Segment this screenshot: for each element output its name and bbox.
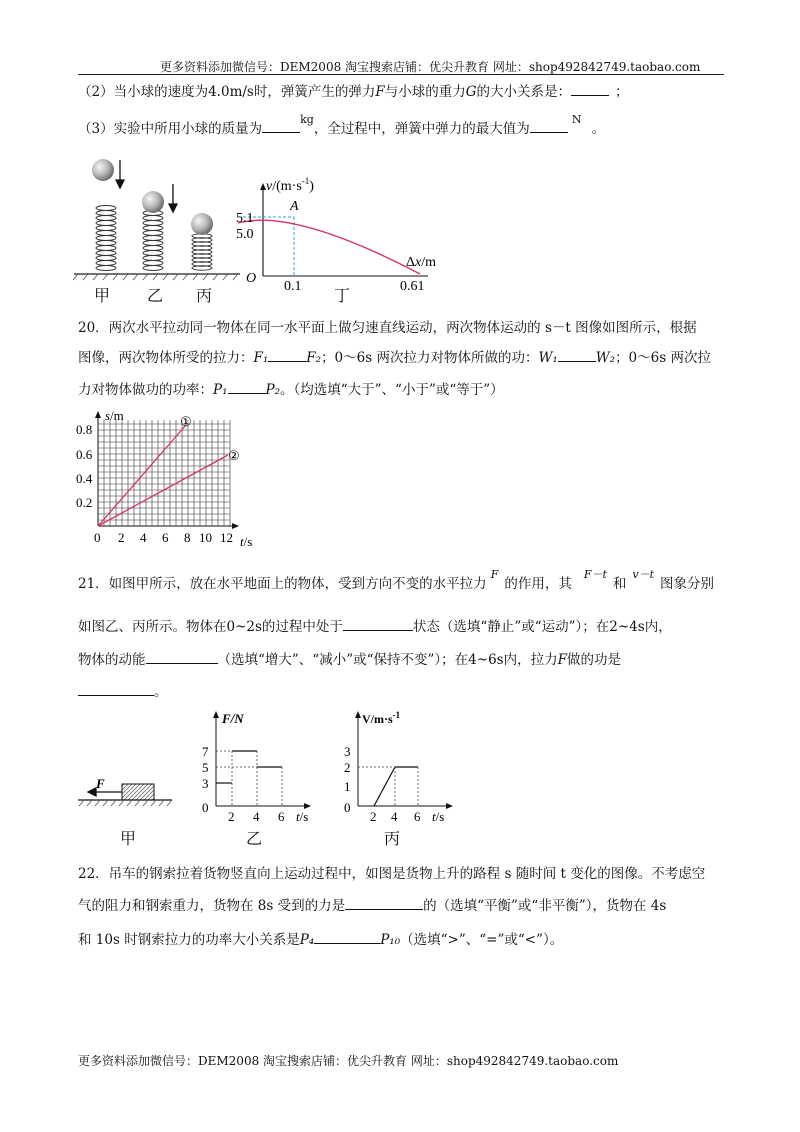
header-rule (78, 74, 724, 75)
fig-label-jia: 甲 (94, 286, 111, 305)
spring-bing (192, 234, 212, 270)
ball-jia (92, 159, 114, 181)
graph-y-label: $v/(m\cdot s^{-1})$ (266, 176, 314, 194)
fig-label-bing: 丙 (196, 286, 213, 305)
graph-y-label: s/m (105, 408, 124, 423)
xtick-label: 6 (278, 809, 285, 824)
answer-blank-state[interactable] (343, 617, 413, 631)
answer-blank-f[interactable] (268, 348, 306, 362)
ytick-label: 0 (202, 800, 209, 815)
answer-blank-w[interactable] (558, 348, 596, 362)
answer-blank-power[interactable] (314, 930, 380, 944)
velocity-curve (238, 220, 420, 274)
ball-bing (191, 213, 213, 235)
xtick-label: 4 (140, 530, 147, 545)
series-1-label: ① (180, 414, 192, 429)
xtick-label: 2 (228, 809, 235, 824)
ytick-label: 5.0 (236, 227, 254, 242)
xtick-label: 6 (162, 530, 169, 545)
q21-vt-graph (338, 708, 468, 828)
origin-label: O (246, 271, 257, 286)
q22-line1: 22．吊车的钢索拉着货物竖直向上运动过程中，如图是货物上升的路程 s 随时间 t 变化的图像。不考虑空 (78, 866, 706, 882)
q20-st-graph (74, 408, 274, 553)
graph-x-label: t/s (432, 809, 445, 824)
q21-block-figure (70, 770, 180, 830)
page-header: 更多资料添加微信号：DEM2008 淘宝搜索店铺：优尖升教育 网址：shop492842749.taobao.com (160, 60, 701, 74)
series-1-line (98, 425, 186, 526)
xtick-label: 4 (253, 809, 260, 824)
xtick-label: 4 (391, 809, 398, 824)
arrow-down-icon (169, 184, 177, 212)
q19-part3: （3）实验中所用小球的质量为$^{kg}$，全过程中，弹簧中弹力的最大值为$^N$。 (78, 113, 605, 137)
q21-fig-label-jia: 甲 (120, 829, 137, 848)
q19-figure (70, 150, 490, 300)
force-label: F (96, 776, 105, 791)
ytick-label: 5.1 (236, 211, 254, 226)
fig-label-yi: 乙 (147, 286, 164, 305)
answer-blank[interactable] (571, 82, 609, 96)
force-arrow-icon (88, 788, 122, 796)
page-footer: 更多资料添加微信号：DEM2008 淘宝搜索店铺：优尖升教育 网址：shop492842749.taobao.com (78, 1054, 619, 1068)
q21-line3: 物体的动能 （选填“增大”、“减小”或“保持不变”）；在4~6s内，拉力F做的功是 (78, 652, 621, 668)
q19-part2: （2）当小球的速度为4.0m/s时，弹簧产生的弹力F与小球的重力G的大小关系是： ； (78, 84, 629, 100)
answer-blank-work[interactable] (78, 682, 154, 696)
xtick-label: 10 (199, 530, 212, 545)
xtick-label: 2 (118, 530, 125, 545)
graph-x-label: t/s (240, 534, 253, 549)
ytick-label: 3 (344, 744, 351, 759)
ytick-label: 0.2 (76, 495, 93, 510)
xtick-label: 0.1 (284, 279, 302, 294)
q20-line3: 力对物体做功的功率：P₁ P₂。（均选填“大于”、“小于”或“等于”） (78, 382, 504, 398)
series-2-label: ② (228, 448, 240, 463)
ball-yi (142, 191, 164, 213)
q21-line2: 如图乙、丙所示。物体在0~2s的过程中处于 状态（选填“静止”或“运动”）；在2~4s内， (78, 619, 672, 635)
q22-line3: 和 10s 时钢索拉力的功率大小关系是P₄ P₁₀（选填“>”、“=”或“<”）。 (78, 932, 564, 948)
ytick-label: 0.6 (76, 447, 93, 462)
graph-y-label: F/N (222, 711, 244, 726)
q20-line1: 20．两次水平拉动同一物体在同一水平面上做匀速直线运动，两次物体运动的 s－t 图像如图所示，根据 (78, 320, 697, 336)
grid (98, 420, 230, 526)
answer-blank-force[interactable] (530, 119, 568, 133)
graph-y-label: $V/m\cdot s^{-1}$ (362, 710, 401, 726)
answer-blank-mass[interactable] (262, 119, 300, 133)
xtick-label: 0 (94, 530, 101, 545)
speed-value: 4.0m/s (208, 84, 254, 100)
velocity-graph (238, 183, 428, 276)
ytick-label: 7 (202, 744, 209, 759)
q20-line2: 图像，两次物体所受的拉力：F₁ F₂；0～6s 两次拉力对物体所做的功：W₁ W₂；0～6s 两次拉 (78, 350, 711, 366)
block (122, 784, 154, 800)
graph-x-label: t/s (296, 809, 309, 824)
ytick-label: 0.8 (76, 422, 93, 437)
ytick-label: 1 (344, 779, 351, 794)
answer-blank-balance[interactable] (345, 896, 423, 910)
xtick-label: 2 (370, 809, 377, 824)
q22-line2: 气的阻力和钢索重力，货物在 8s 受到的力是 的（选填“平衡”或“非平衡”），货物在 4s (78, 898, 667, 914)
spring-jia (96, 206, 116, 271)
ytick-label: 0 (344, 800, 351, 815)
ytick-label: 3 (202, 776, 209, 791)
q21-line1: 21．如图甲所示，放在水平地面上的物体，受到方向不变的水平拉力$^F$的作用，其$^{F-t}$和$^{v-t}$图象分别 (78, 568, 715, 592)
q21-fig-label-bing: 丙 (384, 829, 401, 848)
xtick-label: 8 (184, 530, 191, 545)
ytick-label: 0.4 (76, 471, 93, 486)
answer-blank-ke[interactable] (146, 650, 218, 664)
ytick-label: 2 (344, 760, 351, 775)
q21-fig-label-yi: 乙 (246, 829, 263, 848)
ytick-label: 5 (202, 760, 209, 775)
answer-blank-p[interactable] (228, 380, 266, 394)
vt-line (374, 767, 418, 806)
xtick-label: 6 (414, 809, 421, 824)
fig-label-ding: 丁 (334, 286, 351, 305)
spring-yi (143, 211, 163, 271)
arrow-down-icon (116, 160, 124, 188)
point-a-label: A (290, 199, 299, 214)
q21-line4: 。 (78, 680, 168, 700)
series-2-line (98, 455, 228, 526)
q21-ft-graph (196, 708, 316, 828)
graph-x-label: Δx/m (406, 255, 437, 270)
xtick-label: 12 (220, 530, 233, 545)
xtick-label: 0.61 (400, 279, 425, 294)
